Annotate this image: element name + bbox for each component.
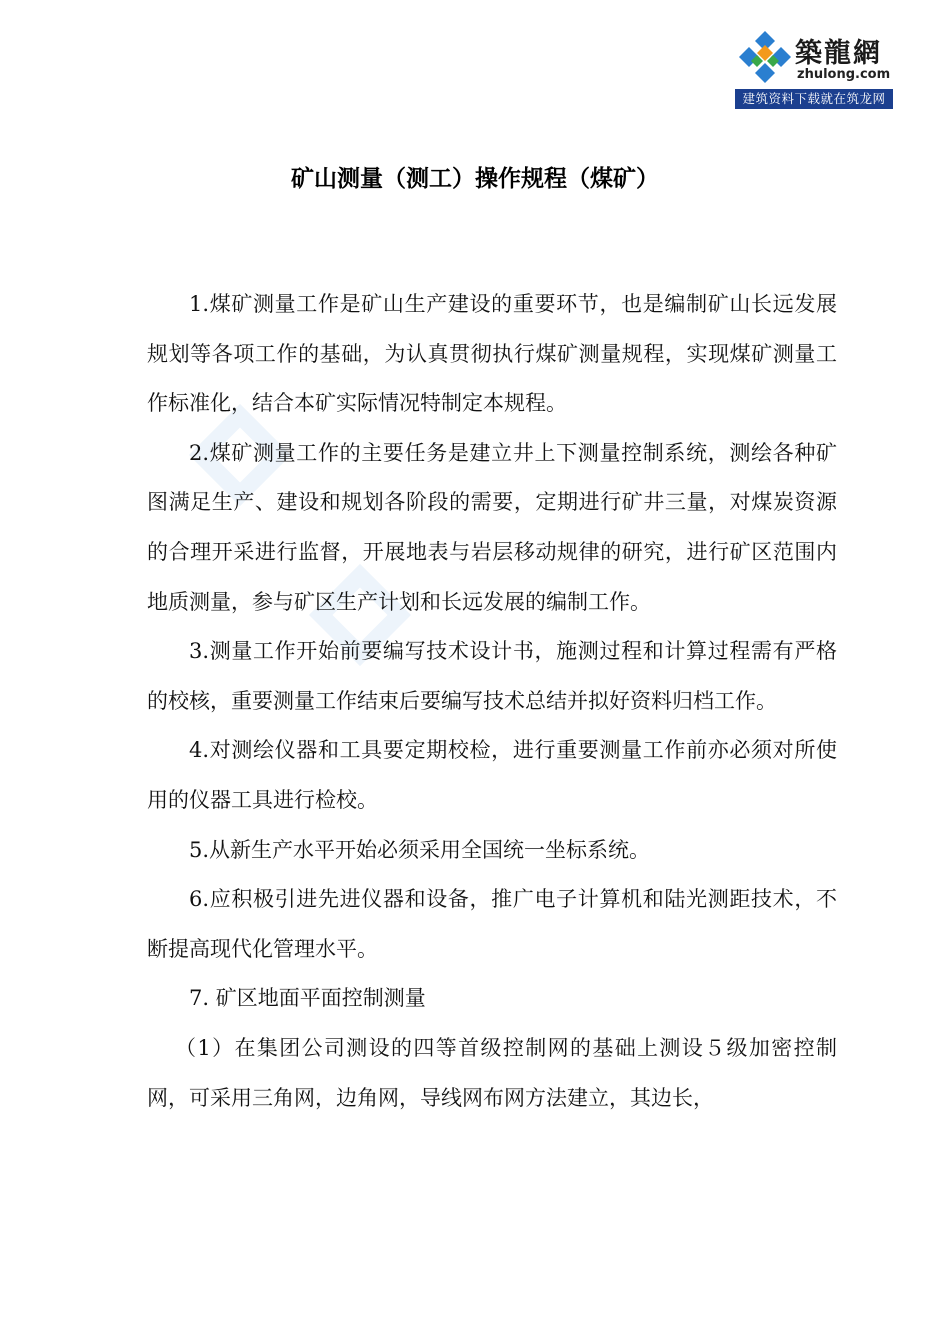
paragraph: 2.煤矿测量工作的主要任务是建立井上下测量控制系统，测绘各种矿图满足生产、建设和规划各阶段的需要，定期进行矿井三量，对煤炭资源的合理开采进行监督，开展地表与岩层移动规律的研究，进行矿区范围内地质测量，参与矿区生产计划和长远发展的编制工作。: [147, 440, 837, 614]
paragraph: 4.对测绘仪器和工具要定期校检，进行重要测量工作前亦必须对所使用的仪器工具进行检校。: [147, 738, 837, 812]
paragraph: 1.煤矿测量工作是矿山生产建设的重要环节，也是编制矿山长远发展规划等各项工作的基础，为认真贯彻执行煤矿测量规程，实现煤矿测量工作标准化，结合本矿实际情况特制定本规程。: [147, 292, 837, 416]
logo-banner: 建筑资料下载就在筑龙网: [735, 89, 893, 109]
zhulong-logo[interactable]: [735, 27, 893, 109]
logo-name: 築龍網: [795, 38, 882, 69]
paragraph: 6.应积极引进先进仪器和设备，推广电子计算机和陆光测距技术，不断提高现代化管理水平。: [147, 887, 837, 961]
document-body: [147, 280, 837, 1123]
document-title: 矿山测量（测工）操作规程（煤矿）: [291, 166, 659, 192]
paragraph: 3.测量工作开始前要编写技术设计书，施测过程和计算过程需有严格的校核，重要测量工作结束后要编写技术总结并拟好资料归档工作。: [147, 639, 837, 713]
paragraph: （1）在集团公司测设的四等首级控制网的基础上测设５级加密控制网，可采用三角网，边角网，导线网布网方法建立，其边长，: [147, 1035, 837, 1110]
paragraph: 5.从新生产水平开始必须采用全国统一坐标系统。: [189, 837, 651, 862]
logo-top: [735, 27, 893, 87]
logo-domain: zhulong.com: [797, 67, 891, 82]
paragraph: 7. 矿区地面平面控制测量: [189, 986, 426, 1011]
zhulong-mark-icon: [737, 29, 793, 85]
